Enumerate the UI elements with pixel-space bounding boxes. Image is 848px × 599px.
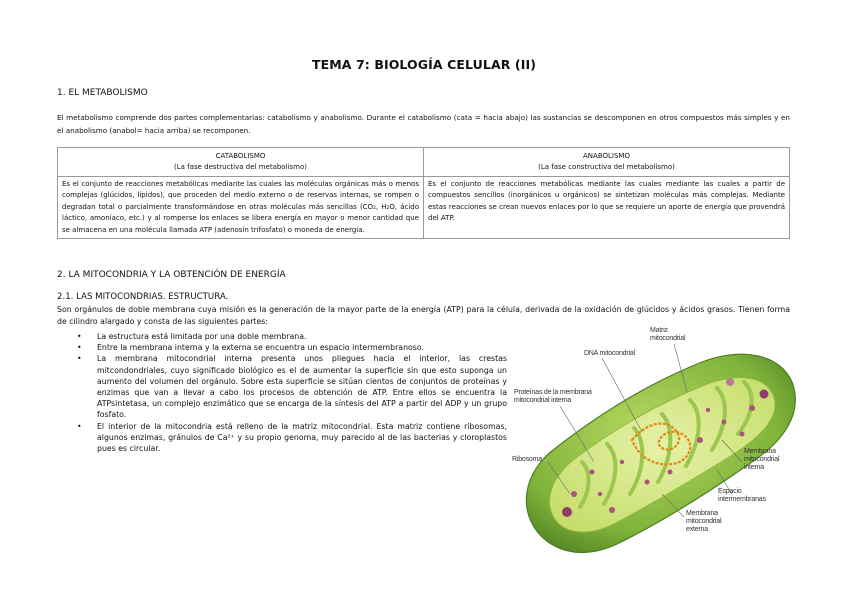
catabolism-subtitle: (La fase destructiva del metabolismo) [174, 163, 307, 171]
list-item [57, 353, 507, 420]
label-proteinas-2: mitocondrial interna [514, 397, 572, 404]
section-heading-metabolismo: 1. EL METABOLISMO [57, 88, 148, 98]
label-espacio-2: intermembranas [718, 496, 766, 503]
label-membrana-externa-3: externa [686, 526, 708, 533]
label-membrana-interna-1: Membrana [744, 448, 776, 455]
bullet-icon: • [77, 421, 82, 431]
label-membrana-interna-3: interna [744, 464, 765, 471]
list-item-text: El interior de la mitocondria está relleno de la matriz mitocondrial. Esta matriz contiene ribosomas, algunos enzimas, gránulos de Ca²⁺ y su propio genoma, muy parecido al de las bacterias y cloroplastos pues es circular. [97, 421, 507, 454]
intro-paragraph: El metabolismo comprende dos partes complementarias: catabolismo y anabolismo. Durante el catabolismo (cata = hacia abajo) las sustancias se descomponen en otros compuestos más simples y en el anabolismo (anabol= hacia arriba) se recomponen. [57, 113, 790, 135]
label-espacio-1: Espacio [718, 488, 742, 495]
label-dna: DNA mitocondrial [584, 350, 635, 357]
mitochondrion-diagram [512, 322, 802, 562]
mitochondria-parts-list [57, 331, 507, 454]
bullet-icon: • [77, 343, 82, 353]
label-membrana-externa-1: Membrana [686, 510, 718, 517]
page-title: TEMA 7: BIOLOGÍA CELULAR (II) [311, 57, 537, 72]
anabolism-title: ANABOLISMO [583, 152, 630, 160]
list-item [57, 342, 507, 353]
mitochondria-paragraph: Son orgánulos de doble membrana cuya misión es la generación de la mayor parte de la energía (ATP) para la célula, derivada de la oxidación de glúcidos y ácidos grasos. Tienen forma de cilindro alargado y consta de las siguientes partes: [57, 305, 790, 326]
anabolism-header [424, 148, 790, 177]
list-item-text: La estructura está limitada por una doble membrana. [97, 332, 307, 341]
label-matriz-1: Matriz [650, 327, 668, 334]
catabolism-title: CATABOLISMO [215, 152, 266, 160]
label-membrana-externa-2: mitocondrial [686, 518, 722, 525]
anabolism-description: Es el conjunto de reacciones metabólicas mediante las cuales mediante las cuales a partir de compuestos sencillos (inorgánicos u orgánicos) se sintetizan moléculas más complejas. Mediante estas reacciones se crean nuevos enlaces por lo que se requiere un aporte de energía que provendrá del ATP. [424, 177, 790, 239]
list-item [57, 421, 507, 455]
list-item-text: Entre la membrana interna y la externa se encuentra un espacio intermembranoso. [97, 343, 424, 353]
metabolism-table [57, 147, 790, 239]
anabolism-subtitle: (La fase constructiva del metabolismo) [538, 163, 675, 171]
catabolism-header [58, 148, 424, 177]
section-heading-mitocondria: 2. LA MITOCONDRIA Y LA OBTENCIÓN DE ENERGÍA [57, 270, 286, 280]
label-proteinas-1: Proteínas de la membrana [514, 389, 592, 396]
label-matriz-2: mitocondrial [650, 335, 686, 342]
list-item [57, 331, 507, 342]
list-item-text: La membrana mitocondrial interna presenta unos pliegues hacia el interior, las crestas mitcondondriales, cuyo significado biológico es el de aumentar la superficie sin que esto suponga un aumento del volumen del orgánulo. Sobre esta superficie se sitúan cientos de conjuntos de proteínas y enzimas que van a llevar a cabo los procesos de obtención de ATP. Entre ellos se encuentra la ATPsintetasa, un complejo enzimático que se encarga de la síntesis del ATP a partir del ADP y un grupo fosfato. [97, 354, 507, 420]
catabolism-description: Es el conjunto de reacciones metabólicas mediante las cuales las moléculas orgánicas más o menos complejas (glúcidos, lípidos), que proceden del medio externo o de reservas internas, se rompen o degradan total o parcialmente transformándose en otras moléculas más sencillas (CO₂, H₂O, ácido láctico, amoníaco, etc.) y al romperse los enlaces se libera energía en mayor o menor cantidad que se almacena en una molécula llamada ATP (adenosín trifosfato) o moneda de energía. [58, 177, 424, 239]
label-ribosoma: Ribosoma [512, 456, 542, 463]
bullet-icon: • [77, 354, 82, 364]
bullet-icon: • [77, 332, 82, 341]
subsection-heading: 2.1. LAS MITOCONDRIAS. ESTRUCTURA. [57, 292, 229, 302]
label-membrana-interna-2: mitocondrial [744, 456, 780, 463]
